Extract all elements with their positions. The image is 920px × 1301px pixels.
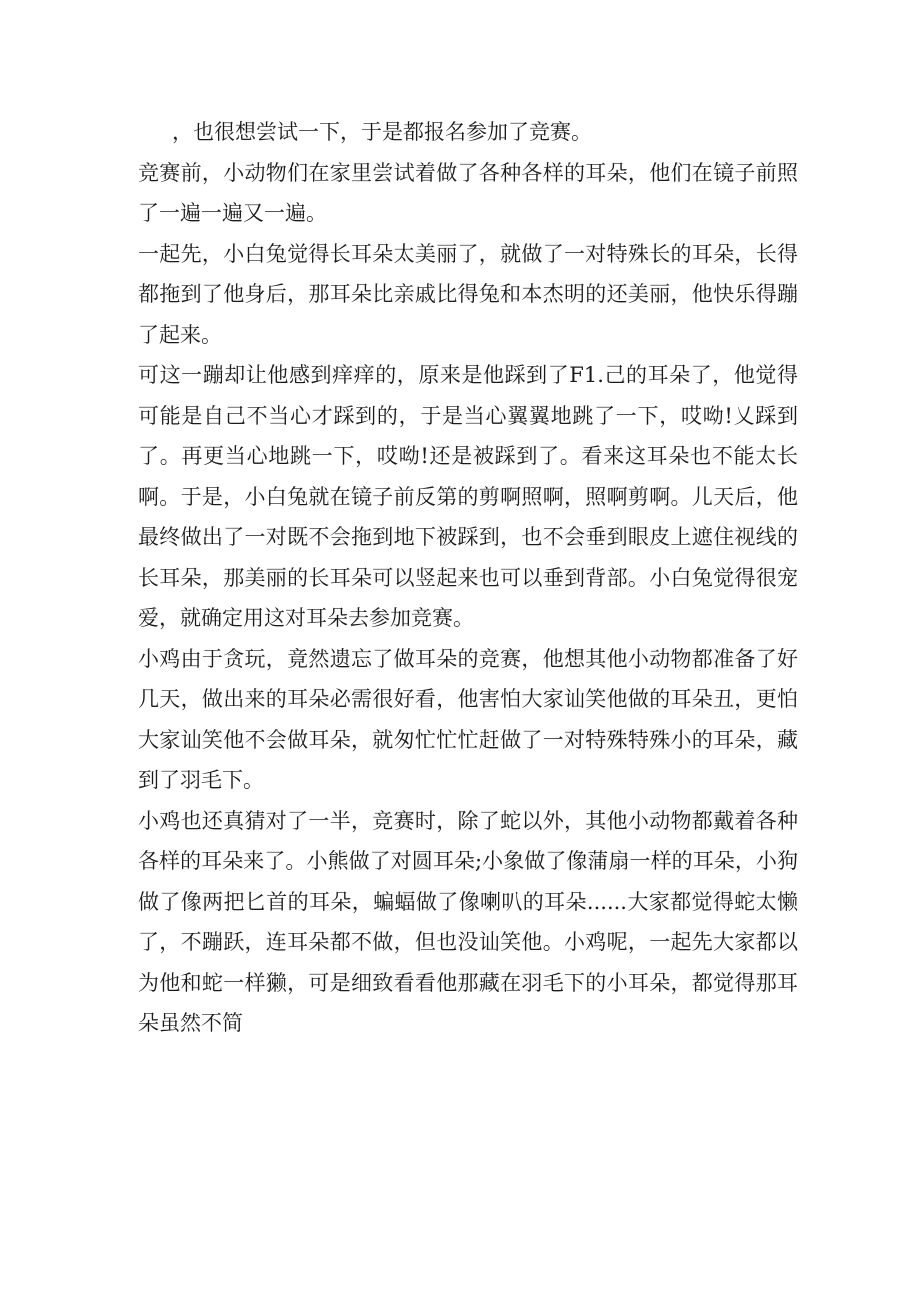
paragraph-5: 小鸡由于贪玩，竟然遗忘了做耳朵的竞赛，他想其他小动物都准备了好几天，做出来的耳朵必需很好看，他害怕大家讪笑他做的耳朵丑，更怕大家讪笑他不会做耳朵，就匆忙忙忙赶做了一对特殊特殊小的耳朵，藏到了羽毛下。 [138,646,798,792]
paragraph-3: 一起先，小白兔觉得长耳朵太美丽了，就做了一对特殊长的耳朵，长得都拖到了他身后，那耳朵比亲戚比得兔和本杰明的还美丽，他快乐得蹦了起来。 [138,241,798,347]
paragraph-4: 可这一蹦却让他感到痒痒的，原来是他踩到了F1.己的耳朵了，他觉得可能是自己不当心才踩到的，于是当心翼翼地跳了一下，哎呦!乂踩到了。再更当心地跳一下，哎呦!还是被踩到了。看来这耳朵也不能太长啊。于是，小白兔就在镜子前反第的剪啊照啊，照啊剪啊。儿天后，他最终做出了一对既不会拖到地下被踩到，也不会垂到眼皮上遮住视线的长耳朵，那美丽的长耳朵可以竖起来也可以垂到背部。小白兔觉得很宠爱，就确定用这对耳朵去参加竞赛。 [138,363,798,630]
paragraph-1: ，也很想尝试一下，于是都报名参加了竞赛。 [172,120,592,144]
paragraph-2: 竞赛前，小动物们在家里尝试着做了各种各样的耳朵，他们在镜子前照了一遍一遍又一遍。 [138,160,798,225]
paragraph-6: 小鸡也还真猜对了一半，竞赛时，除了蛇以外，其他小动物都戴着各种各样的耳朵来了。小熊做了对圆耳朵;小象做了像蒲扇一样的耳朵，小狗做了像两把匕首的耳朵，蝙蝠做了像喇叭的耳朵......大家都觉得蛇太懒了，不蹦跃，连耳朵都不做，但也没讪笑他。小鸡呢，一起先大家都以为他和蛇一样獭，可是细致看看他那藏在羽毛下的小耳朵，都觉得那耳朵虽然不简 [138,808,798,1035]
body-text [138,112,798,1044]
